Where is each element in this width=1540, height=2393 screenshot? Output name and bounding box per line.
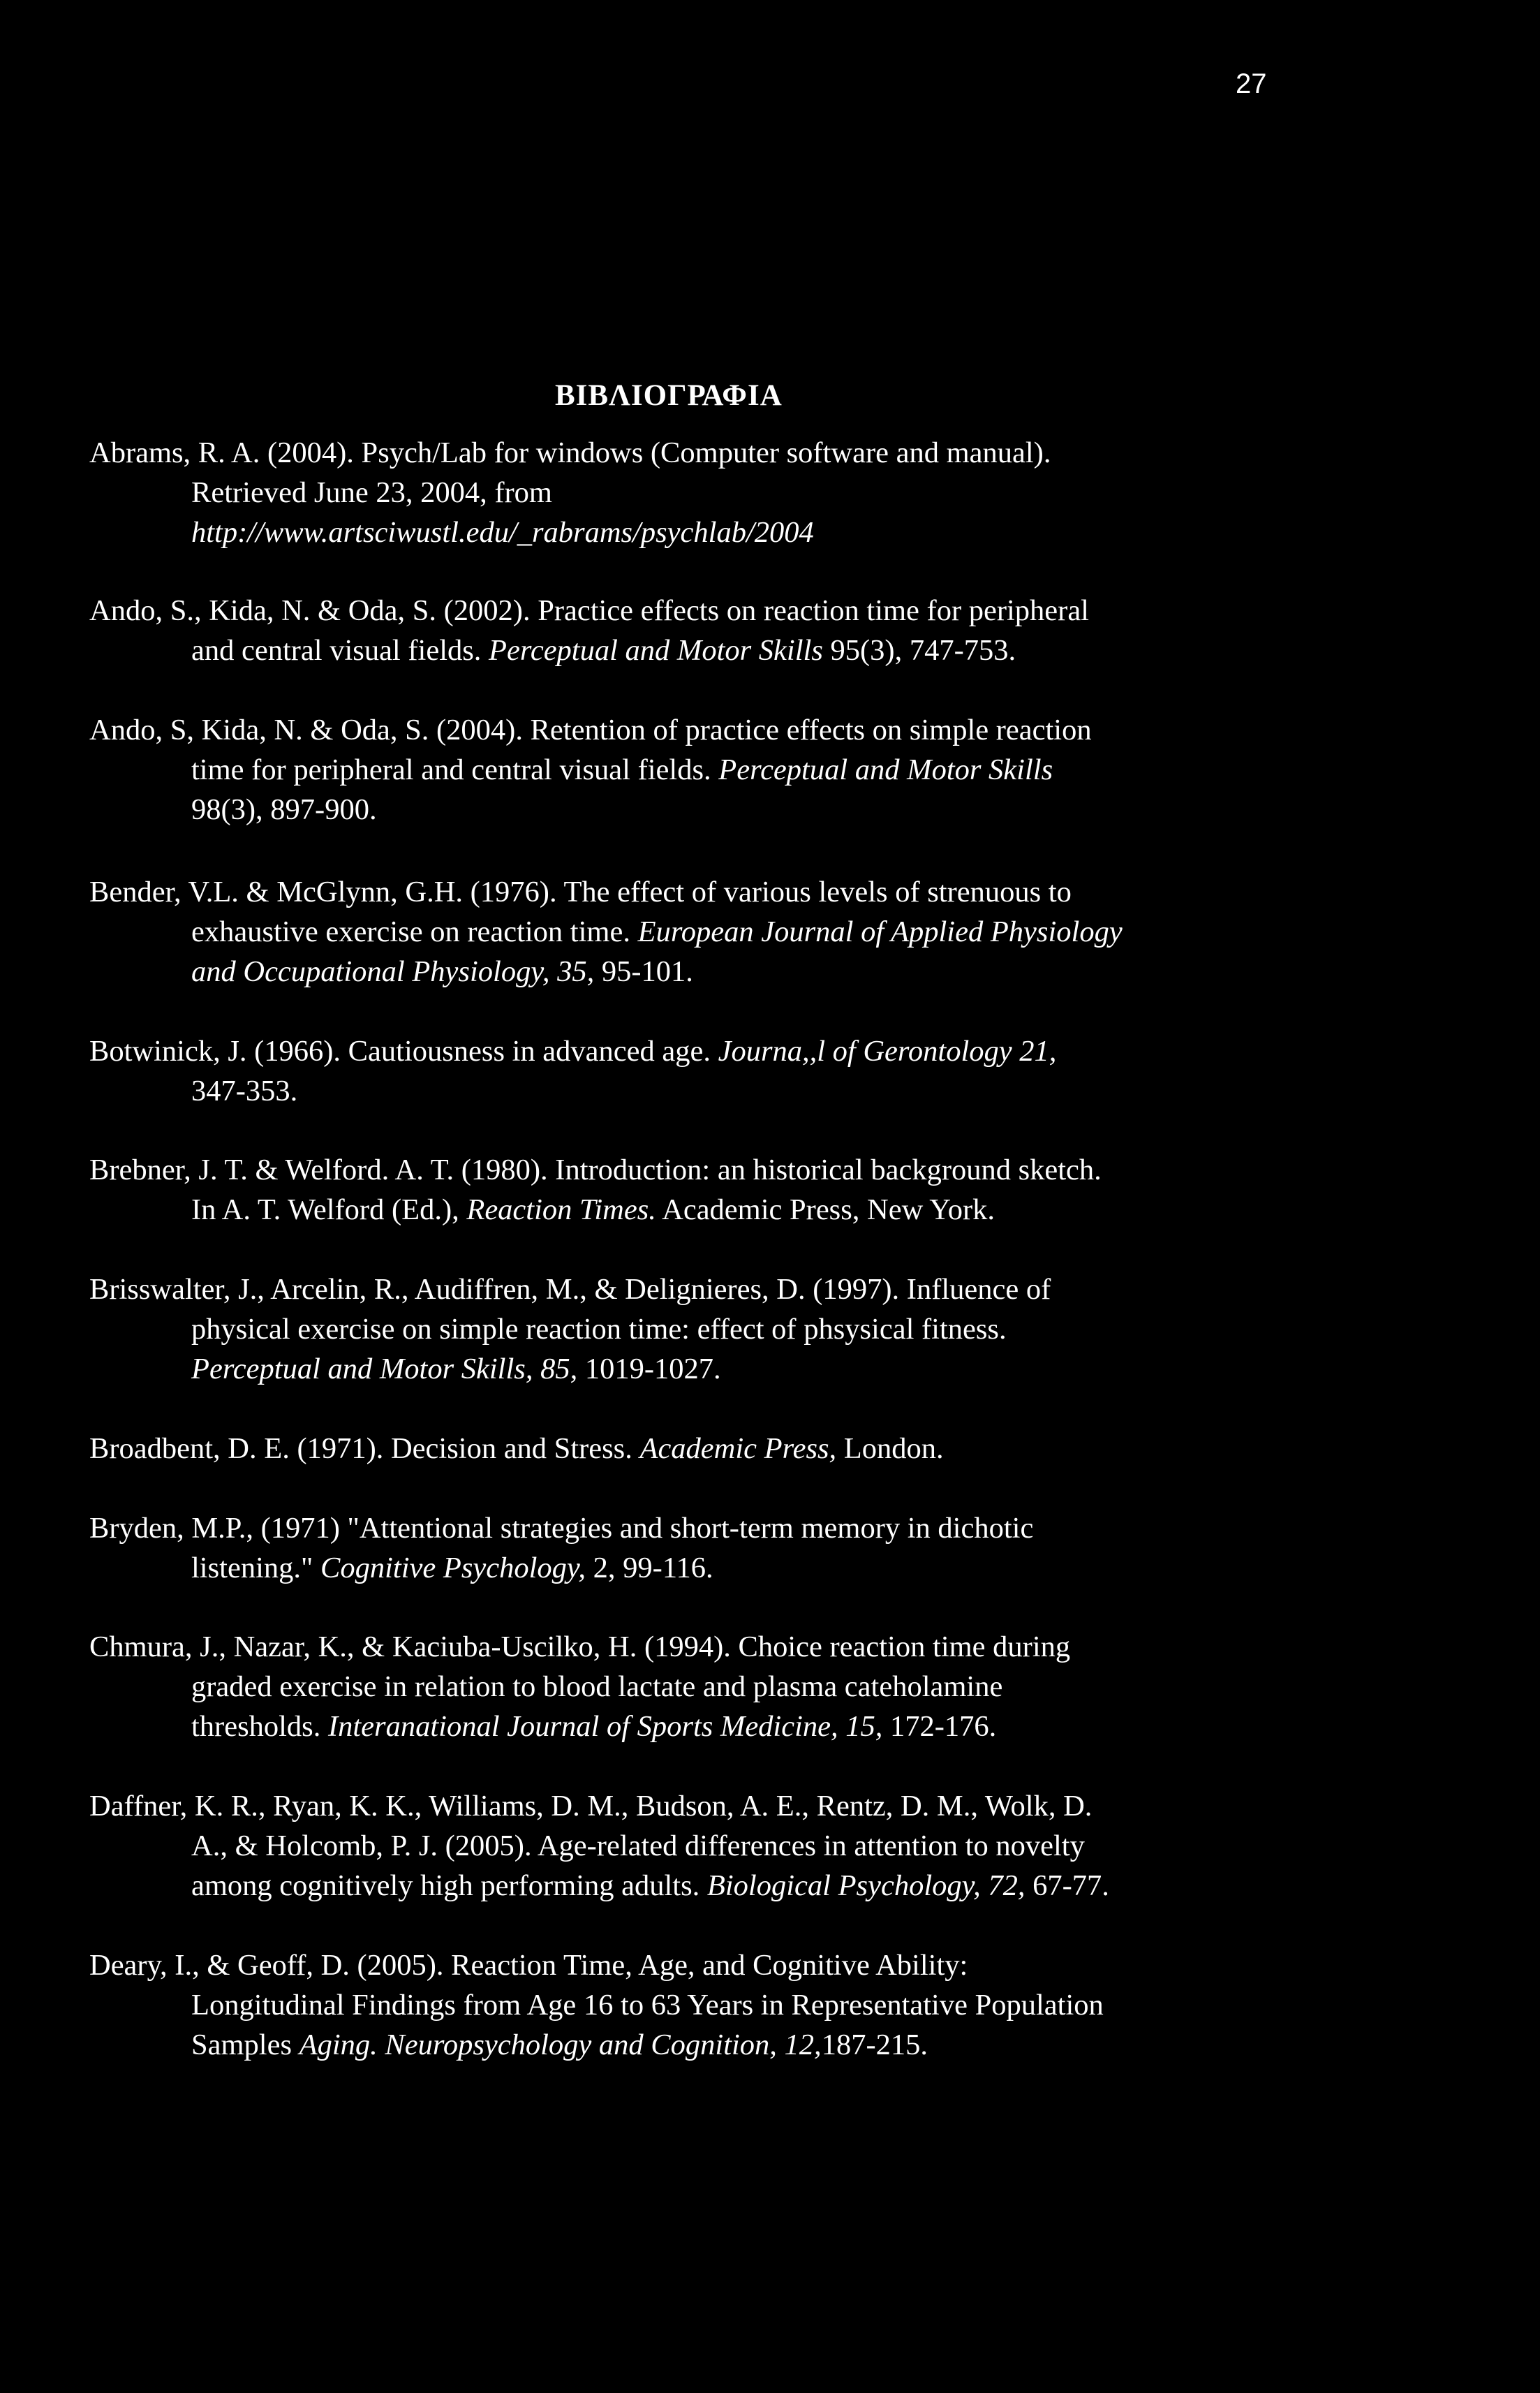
reference-line [89, 1508, 1444, 1548]
reference-text: and central visual fields. [191, 634, 489, 667]
reference-line [89, 1190, 1444, 1230]
reference-line [89, 1627, 1444, 1667]
reference-text: A., & Holcomb, P. J. (2005). Age-related differences in attention to novelty [191, 1829, 1085, 1862]
reference-line [89, 1667, 1444, 1707]
reference-italic-text: European Journal of Applied Physiology [637, 915, 1123, 948]
reference-line [89, 750, 1444, 790]
reference-text: 95-101. [594, 955, 693, 988]
reference-entry [89, 1945, 1444, 2065]
reference-text: among cognitively high performing adults. [191, 1869, 707, 1902]
reference-line [89, 1866, 1444, 1906]
reference-text: 67-77. [1025, 1869, 1109, 1902]
reference-line [89, 872, 1444, 912]
reference-entry [89, 433, 1444, 552]
reference-text: 1019-1027. [577, 1353, 721, 1385]
reference-italic-text: Academic Press, [639, 1432, 837, 1465]
reference-line [89, 1945, 1444, 1985]
reference-entry [89, 710, 1444, 830]
reference-text: time for peripheral and central visual fields. [191, 753, 719, 786]
reference-italic-text: Perceptual and Motor Skills [718, 753, 1053, 786]
reference-text: listening." [191, 1552, 320, 1584]
reference-text: Brebner, J. T. & Welford. A. T. (1980). Introduction: an historical background sketch. [89, 1154, 1102, 1186]
reference-text: 172-176. [882, 1710, 997, 1743]
reference-line [89, 1150, 1444, 1190]
reference-italic-text: Interanational Journal of Sports Medicine, 15, [327, 1710, 883, 1743]
reference-italic-text: http://www.artsciwustl.edu/_rabrams/psychlab/2004 [191, 516, 814, 549]
reference-text: 98(3), 897-900. [191, 793, 377, 826]
reference-entry [89, 1031, 1444, 1111]
reference-italic-text: Perceptual and Motor Skills, 85, [191, 1353, 578, 1385]
reference-entry [89, 1786, 1444, 1906]
reference-line [89, 952, 1444, 992]
reference-line [89, 1548, 1444, 1588]
reference-text: Deary, I., & Geoff, D. (2005). Reaction Time, Age, and Cognitive Ability: [89, 1949, 968, 1982]
reference-line [89, 1707, 1444, 1746]
reference-line [89, 710, 1444, 750]
reference-line [89, 513, 1444, 552]
reference-entry [89, 1627, 1444, 1746]
reference-italic-text: Cognitive Psychology, [320, 1552, 586, 1584]
reference-line [89, 433, 1444, 473]
reference-text: Botwinick, J. (1966). Cautiousness in advanced age. [89, 1035, 718, 1068]
reference-entry [89, 1429, 1444, 1468]
reference-line [89, 912, 1444, 952]
reference-text: In A. T. Welford (Ed.), [191, 1193, 467, 1226]
reference-entry [89, 872, 1444, 992]
reference-line [89, 1309, 1444, 1349]
reference-line [89, 790, 1444, 830]
reference-text: Ando, S., Kida, N. & Oda, S. (2002). Practice effects on reaction time for peripheral [89, 594, 1089, 627]
reference-text: London. [836, 1432, 944, 1465]
page-number: 27 [1236, 68, 1267, 99]
reference-text: Broadbent, D. E. (1971). Decision and Stress. [89, 1432, 640, 1465]
reference-text: 95(3), 747-753. [822, 634, 1016, 667]
reference-text: Academic Press, New York. [656, 1193, 995, 1226]
reference-line [89, 591, 1444, 631]
reference-text: Ando, S, Kida, N. & Oda, S. (2004). Retention of practice effects on simple reaction [89, 714, 1092, 746]
reference-line [89, 1071, 1444, 1111]
reference-line [89, 1031, 1444, 1071]
reference-text: Samples [191, 2028, 299, 2061]
bibliography-heading: ΒΙΒΛΙΟΓΡΑΦΙΑ [555, 379, 783, 412]
reference-text: 187-215. [821, 2028, 928, 2061]
reference-text: physical exercise on simple reaction time: effect of phsysical fitness. [191, 1313, 1007, 1346]
reference-text: graded exercise in relation to blood lactate and plasma cateholamine [191, 1670, 1003, 1703]
reference-line [89, 473, 1444, 513]
reference-line [89, 1349, 1444, 1389]
reference-italic-text: Reaction Times. [466, 1193, 656, 1226]
reference-text: Bryden, M.P., (1971) "Attentional strategies and short-term memory in dichotic [89, 1512, 1034, 1545]
reference-text: Bender, V.L. & McGlynn, G.H. (1976). The effect of various levels of strenuous to [89, 876, 1072, 908]
reference-entry [89, 1150, 1444, 1230]
reference-italic-text: Biological Psychology, 72, [706, 1869, 1026, 1902]
reference-text: Abrams, R. A. (2004). Psych/Lab for windows (Computer software and manual). [89, 436, 1051, 469]
reference-line [89, 1786, 1444, 1826]
reference-line [89, 1985, 1444, 2025]
reference-text: Retrieved June 23, 2004, from [191, 476, 552, 509]
reference-entry [89, 1508, 1444, 1588]
reference-text: thresholds. [191, 1710, 328, 1743]
reference-italic-text: Perceptual and Motor Skills [489, 634, 823, 667]
reference-line [89, 1826, 1444, 1866]
reference-text: Brisswalter, J., Arcelin, R., Audiffren, M., & Delignieres, D. (1997). Influence of [89, 1273, 1051, 1306]
reference-line [89, 631, 1444, 670]
reference-text: Chmura, J., Nazar, K., & Kaciuba-Uscilko, H. (1994). Choice reaction time during [89, 1630, 1071, 1663]
reference-text: Daffner, K. R., Ryan, K. K., Williams, D. M., Budson, A. E., Rentz, D. M., Wolk, D. [89, 1790, 1093, 1823]
reference-text: Longitudinal Findings from Age 16 to 63 Years in Representative Population [191, 1989, 1104, 2022]
reference-italic-text: Aging. Neuropsychology and Cognition, 12, [299, 2028, 822, 2061]
reference-text: 347-353. [191, 1075, 298, 1107]
reference-text: exhaustive exercise on reaction time. [191, 915, 638, 948]
reference-text: 2, 99-116. [586, 1552, 713, 1584]
reference-line [89, 1429, 1444, 1468]
reference-line [89, 1269, 1444, 1309]
reference-italic-text: Journa,,l of Gerontology 21, [718, 1035, 1057, 1068]
reference-entry [89, 1269, 1444, 1389]
reference-italic-text: and Occupational Physiology, 35, [191, 955, 595, 988]
reference-entry [89, 591, 1444, 670]
reference-line [89, 2025, 1444, 2065]
